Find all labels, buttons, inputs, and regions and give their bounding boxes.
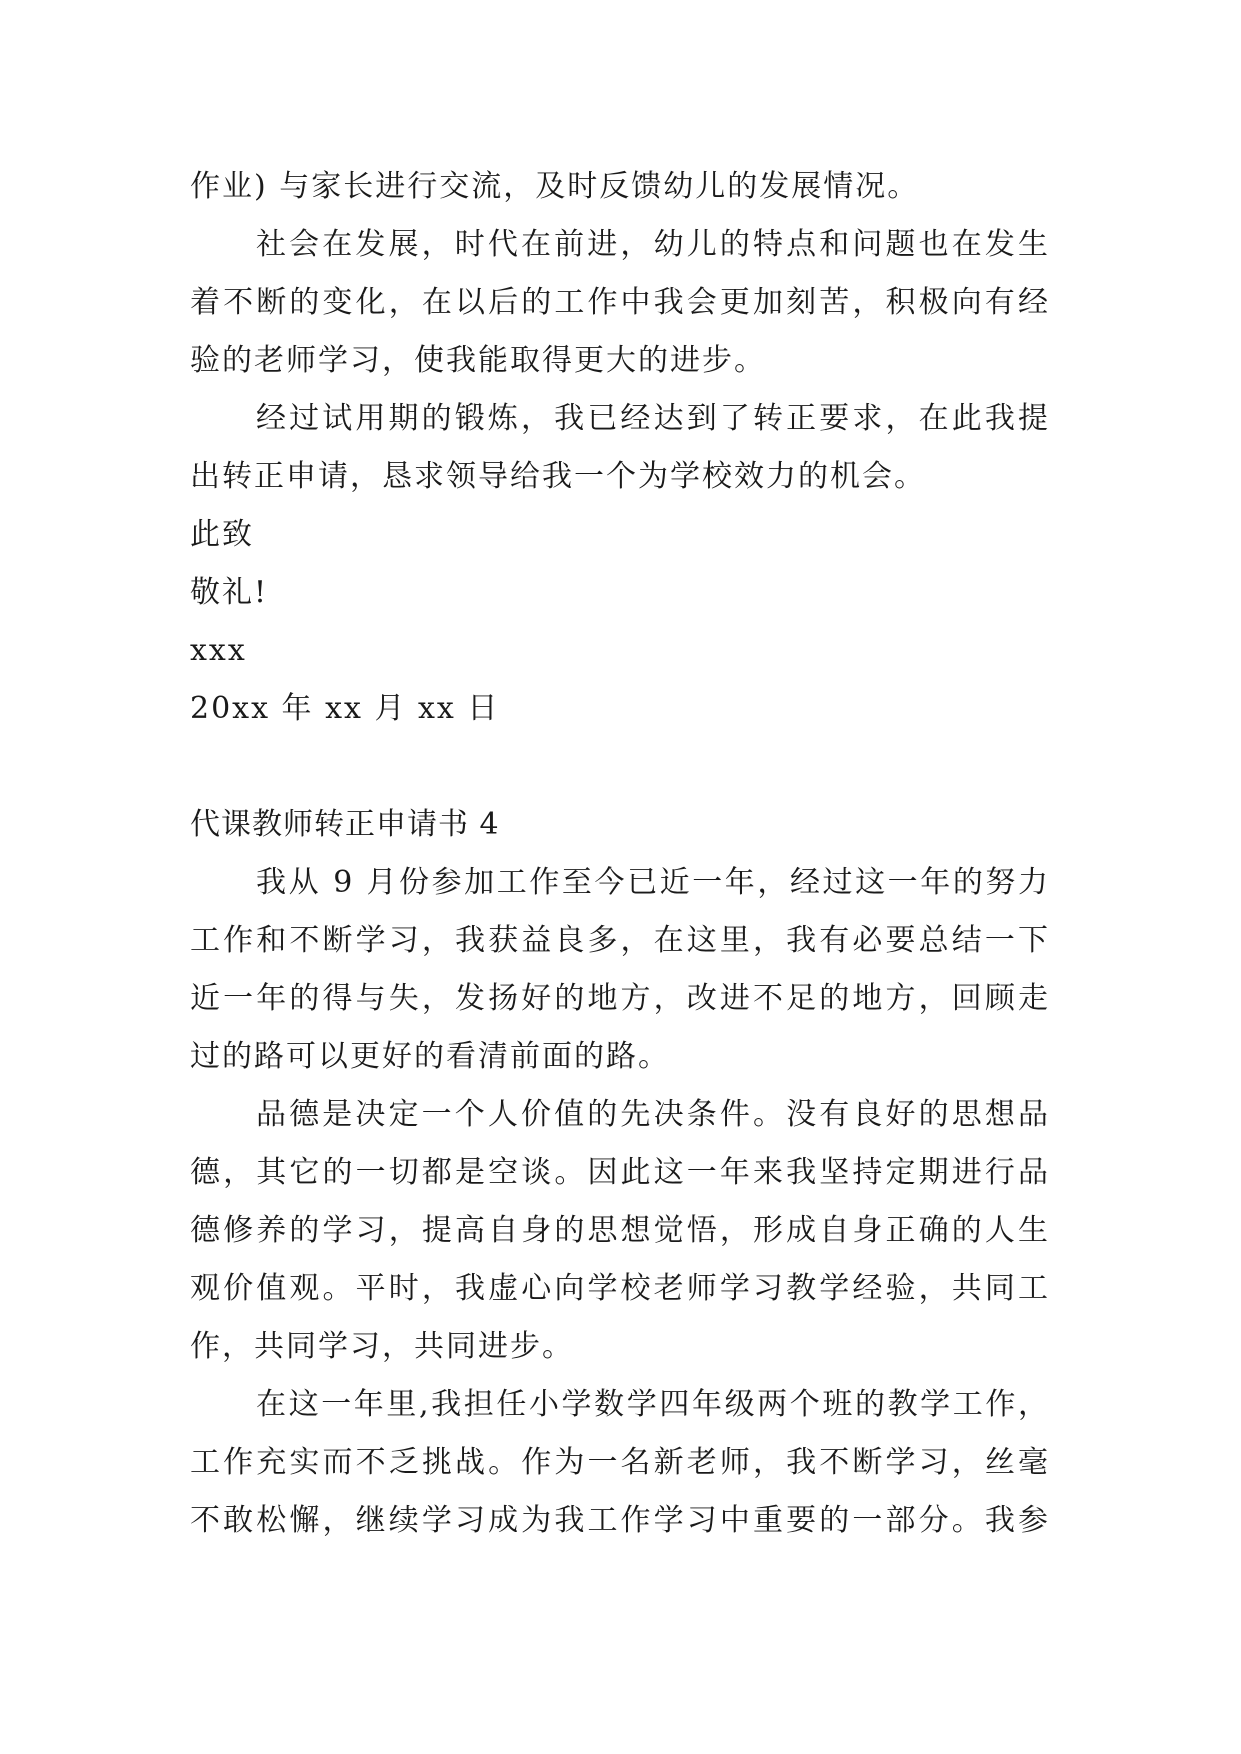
paragraph-line: 观价值观。平时，我虚心向学校老师学习教学经验，共同工: [190, 1271, 1050, 1306]
paragraph-line: 在这一年里,我担任小学数学四年级两个班的教学工作，: [256, 1387, 1050, 1422]
section-gap: [190, 738, 1050, 796]
section-title: 代课教师转正申请书 4: [190, 807, 500, 842]
paragraph-line: 品德是决定一个人价值的先决条件。没有良好的思想品: [256, 1097, 1050, 1132]
paragraph-line: 工作充实而不乏挑战。作为一名新老师，我不断学习，丝毫: [190, 1445, 1050, 1480]
paragraph-line: 我从 9 月份参加工作至今已近一年，经过这一年的努力: [256, 865, 1050, 900]
paragraph-line: 过的路可以更好的看清前面的路。: [190, 1039, 670, 1074]
paragraph-line: 德，其它的一切都是空谈。因此这一年来我坚持定期进行品: [190, 1155, 1050, 1190]
paragraph-line: 作，共同学习，共同进步。: [190, 1329, 574, 1364]
regards: 敬礼!: [190, 575, 269, 610]
paragraph-line: 经过试用期的锻炼，我已经达到了转正要求，在此我提: [256, 401, 1050, 436]
paragraph-line: 社会在发展，时代在前进，幼儿的特点和问题也在发生: [256, 227, 1050, 262]
paragraph-line: 近一年的得与失，发扬好的地方，改进不足的地方，回顾走: [190, 981, 1050, 1016]
paragraph-line: 出转正申请，恳求领导给我一个为学校效力的机会。: [190, 459, 926, 494]
salutation: 此致: [190, 517, 254, 552]
date: 20xx 年 xx 月 xx 日: [190, 691, 500, 726]
paragraph-line: 作业) 与家长进行交流，及时反馈幼儿的发展情况。: [190, 169, 920, 204]
paragraph-line: 德修养的学习，提高自身的思想觉悟，形成自身正确的人生: [190, 1213, 1050, 1248]
paragraph-line: 验的老师学习，使我能取得更大的进步。: [190, 343, 766, 378]
document-body: [190, 158, 1050, 1550]
paragraph-line: 着不断的变化，在以后的工作中我会更加刻苦，积极向有经: [190, 285, 1050, 320]
signature: xxx: [190, 633, 247, 668]
paragraph-line: 不敢松懈，继续学习成为我工作学习中重要的一部分。我参: [190, 1503, 1050, 1538]
paragraph-line: 工作和不断学习，我获益良多，在这里，我有必要总结一下: [190, 923, 1050, 958]
